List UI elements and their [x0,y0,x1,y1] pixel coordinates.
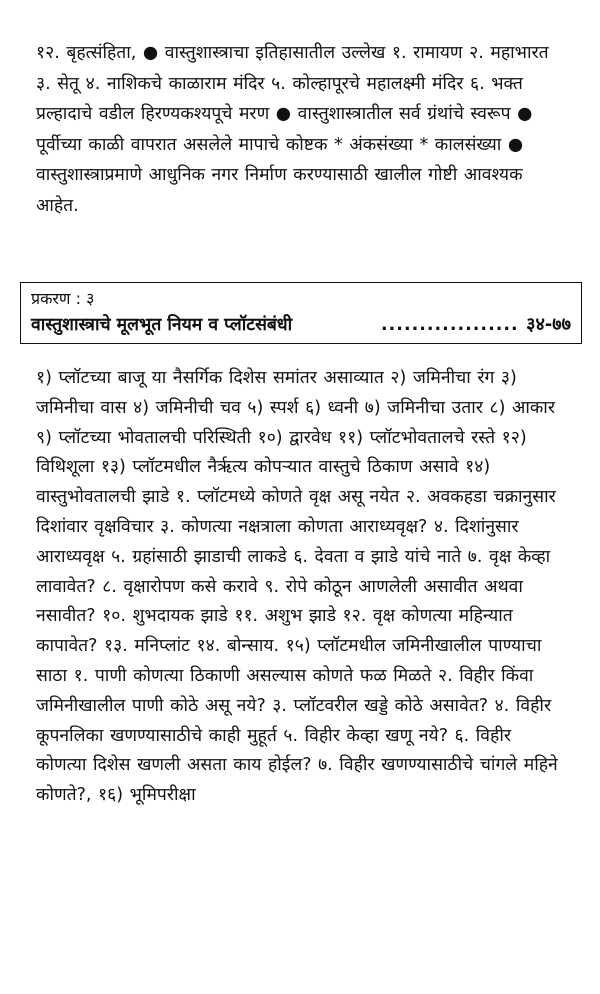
chapter-page-range: ३४-७७ [526,314,571,335]
chapter-label: प्रकरण : ३ [31,289,95,308]
chapter-title: वास्तुशास्त्राचे मूलभूत नियम व प्लॉटसंबंधी [31,315,293,335]
chapter-leader-dots: .................. [381,315,519,335]
chapter-contents-paragraph: १) प्लॉटच्या बाजू या नैसर्गिक दिशेस समांतर असाव्यात २) जमिनीचा रंग ३) जमिनीचा वास ४) जमिनीची चव ५) स्पर्श ६) ध्वनी ७) जमिनीचा उतार ८) आकार ९) प्लॉटच्या भोवतालची परिस्थिती १०) द्वारवेध ११) प्लॉटभोवतालचे रस्ते १२) विथिशूला १३) प्लॉटमधील नैर्ऋत्य कोपऱ्यात वास्तुचे ठिकाण असावे १४) वास्तुभोवतालची झाडे १. प्लॉटमध्ये कोणते वृक्ष असू नयेत २. अवकहडा चक्रानुसार दिशांवार वृक्षविचार ३. कोणत्या नक्षत्राला कोणता आराध्यवृक्ष? ४. दिशांनुसार आराध्यवृक्ष ५. ग्रहांसाठी झाडाची लाकडे ६. देवता व झाडे यांचे नाते ७. वृक्ष केव्हा लावावेत? ८. वृक्षारोपण कसे करावे ९. रोपे कोठून आणलेली असावीत अथवा नसावीत? १०. शुभदायक झाडे ११. अशुभ झाडे १२. वृक्ष कोणत्या महिन्यात कापावेत? १३. मनिप्लांट १४. बोन्साय. १५) प्लॉटमधील जमिनीखालील पाण्याचा साठा १. पाणी कोणत्या ठिकाणी असल्यास कोणते फळ मिळते २. विहीर किंवा जमिनीखालील पाणी कोठे असू नये? ३. प्लॉटवरील खड्डे कोठे असावेत? ४. विहीर कूपनलिका खणण्यासाठीचे काही मुहूर्त ५. विहीर केव्हा खणू नये? ६. विहीर कोणत्या दिशेस खणली असता काय होईल? ७. विहीर खणण्यासाठीचे चांगले महिने कोणते?, १६) भूमिपरीक्षा [36,368,558,806]
chapter-heading-box [20,282,582,344]
intro-paragraph: १२. बृहत्संहिता, ● वास्तुशास्त्राचा इतिहासातील उल्लेख १. रामायण २. महाभारत ३. सेतू ४. नाशिकचे काळाराम मंदिर ५. कोल्हापूरचे महालक्ष्मी मंदिर ६. भक्त प्रल्हादाचे वडील हिरण्यकश्यपूचे मरण ● वास्तुशास्त्रातील सर्व ग्रंथांचे स्वरूप ● पूर्वीच्या काळी वापरात असलेले मापाचे कोष्टक * अंकसंख्या * कालसंख्या ● वास्तुशास्त्राप्रमाणे आधुनिक नगर निर्माण करण्यासाठी खालील गोष्टी आवश्यक आहेत. [36,43,549,216]
